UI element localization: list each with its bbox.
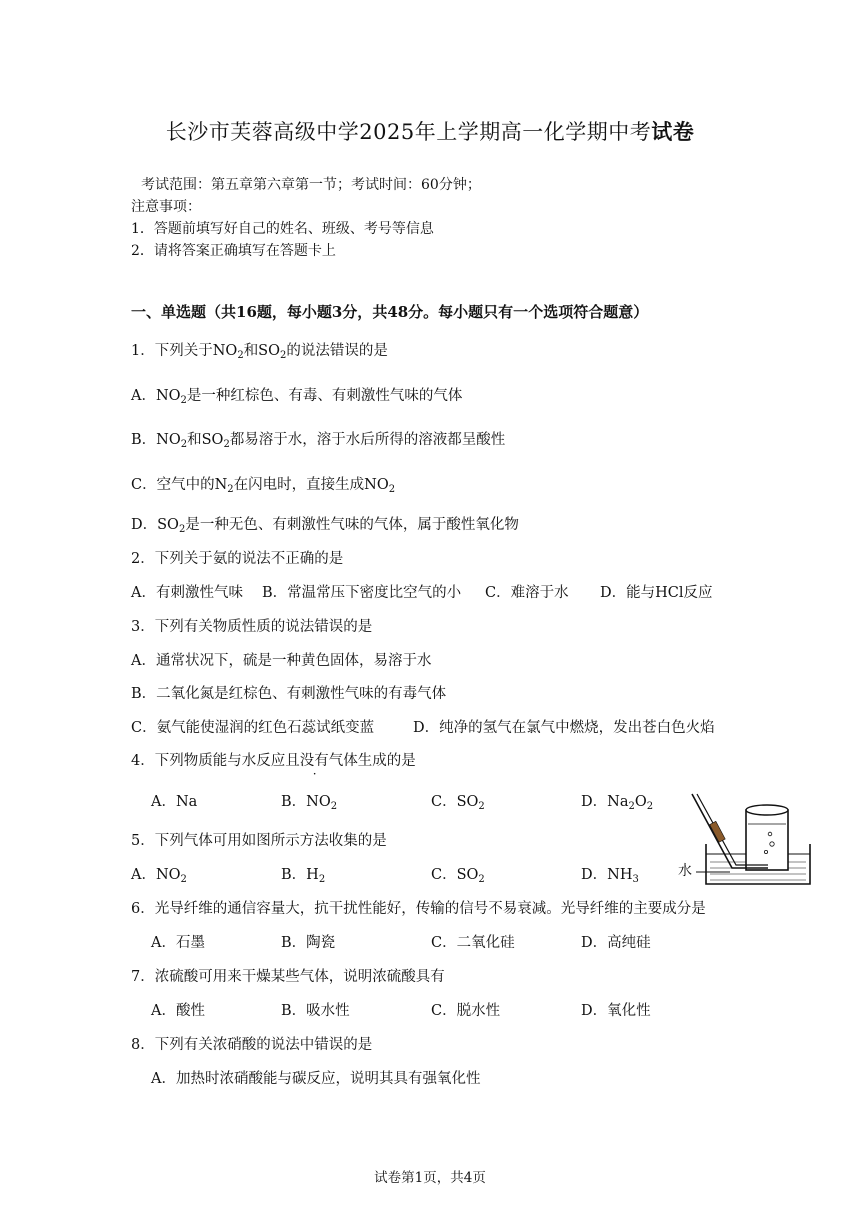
question-1-option-d[interactable]: D．$SO_2$是一种无色、有刺激性气味的气体，属于酸性氧化物 [131,517,519,535]
notice-item-2: 2．请将答案正确填写在答题卡上 [131,243,336,259]
question-1-option-b[interactable]: B．$NO_2$和$SO_2$都易溶于水，溶于水后所得的溶液都呈酸性 [131,432,506,450]
question-1-option-c[interactable]: C．空气中的$N_2$在闪电时，直接生成$NO_2$ [131,477,396,495]
question-6-option-a[interactable]: A．石墨 [151,935,205,951]
question-1-option-a[interactable]: A．$NO_2$是一种红棕色、有毒、有刺激性气味的气体 [131,388,463,406]
question-3-option-a[interactable]: A．通常状况下，硫是一种黄色固体，易溶于水 [131,653,432,669]
question-8-option-a[interactable]: A．加热时浓硝酸能与碳反应，说明其具有强氧化性 [151,1071,481,1087]
question-5-option-d[interactable]: D．$NH_3$ [581,867,639,885]
question-4-option-a[interactable]: A．Na [151,794,198,810]
question-7-option-a[interactable]: A．酸性 [151,1003,205,1019]
question-5-option-c[interactable]: C．$SO_2$ [431,867,485,885]
question-8-stem: 8．下列有关浓硝酸的说法中错误的是 [131,1037,373,1053]
question-4-option-d[interactable]: D．$Na_2O_2$ [581,794,654,812]
notice-item-1: 1．答题前填写好自己的姓名、班级、考号等信息 [131,221,434,237]
question-6-option-b[interactable]: B．陶瓷 [281,935,336,951]
question-7-option-b[interactable]: B．吸水性 [281,1003,350,1019]
question-7-stem: 7．浓硫酸可用来干燥某些气体，说明浓硫酸具有 [131,969,445,985]
question-2-option-d[interactable]: D．能与HCl反应 [600,585,713,601]
figure-water-label: 水 [678,863,692,879]
question-5-option-a[interactable]: A．$NO_2$ [131,867,187,885]
question-4-option-b[interactable]: B．$NO_2$ [281,794,338,812]
question-3-stem: 3．下列有关物质性质的说法错误的是 [131,619,373,635]
question-7-option-d[interactable]: D．氧化性 [581,1003,651,1019]
question-5-stem: 5．下列气体可用如图所示方法收集的是 [131,833,387,849]
question-7-option-c[interactable]: C．脱水性 [431,1003,501,1019]
question-6-option-c[interactable]: C．二氧化硅 [431,935,515,951]
question-6-stem: 6．光导纤维的通信容量大，抗干扰性能好，传输的信号不易衰减。光导纤维的主要成分是 [131,901,706,917]
notice-title: 注意事项： [131,199,201,215]
question-2-option-a[interactable]: A．有刺激性气味 [131,585,243,601]
question-3-option-b[interactable]: B．二氧化氮是红棕色、有刺激性气味的有毒气体 [131,686,447,702]
question-4-option-c[interactable]: C．$SO_2$ [431,794,485,812]
question-5-option-b[interactable]: B．$H_2$ [281,867,326,885]
page-title: 长沙市芙蓉高级中学2025年上学期高一化学期中考试卷 [165,119,695,144]
gas-collection-figure [670,788,820,888]
question-1-stem: 1．下列关于$NO_2$和$SO_2$的说法错误的是 [131,343,388,361]
question-2-option-c[interactable]: C．难溶于水 [485,585,569,601]
question-3-option-d[interactable]: D．纯净的氢气在氯气中燃烧，发出苍白色火焰 [413,720,715,736]
page-footer: 试卷第1页，共4页 [374,1170,486,1186]
question-6-option-d[interactable]: D．高纯硅 [581,935,651,951]
section-heading: 一、单选题（共16题，每小题3分，共48分。每小题只有一个选项符合题意） [131,303,649,321]
exam-scope: 考试范围：第五章第六章第一节；考试时间：60分钟； [141,177,481,193]
question-2-stem: 2．下列关于氨的说法不正确的是 [131,551,344,567]
question-2-option-b[interactable]: B．常温常压下密度比空气的小 [262,585,462,601]
question-3-option-c[interactable]: C．氨气能使湿润的红色石蕊试纸变蓝 [131,720,375,736]
question-4-stem: 4．下列物质能与水反应且没有气体生成的是 [131,753,416,769]
